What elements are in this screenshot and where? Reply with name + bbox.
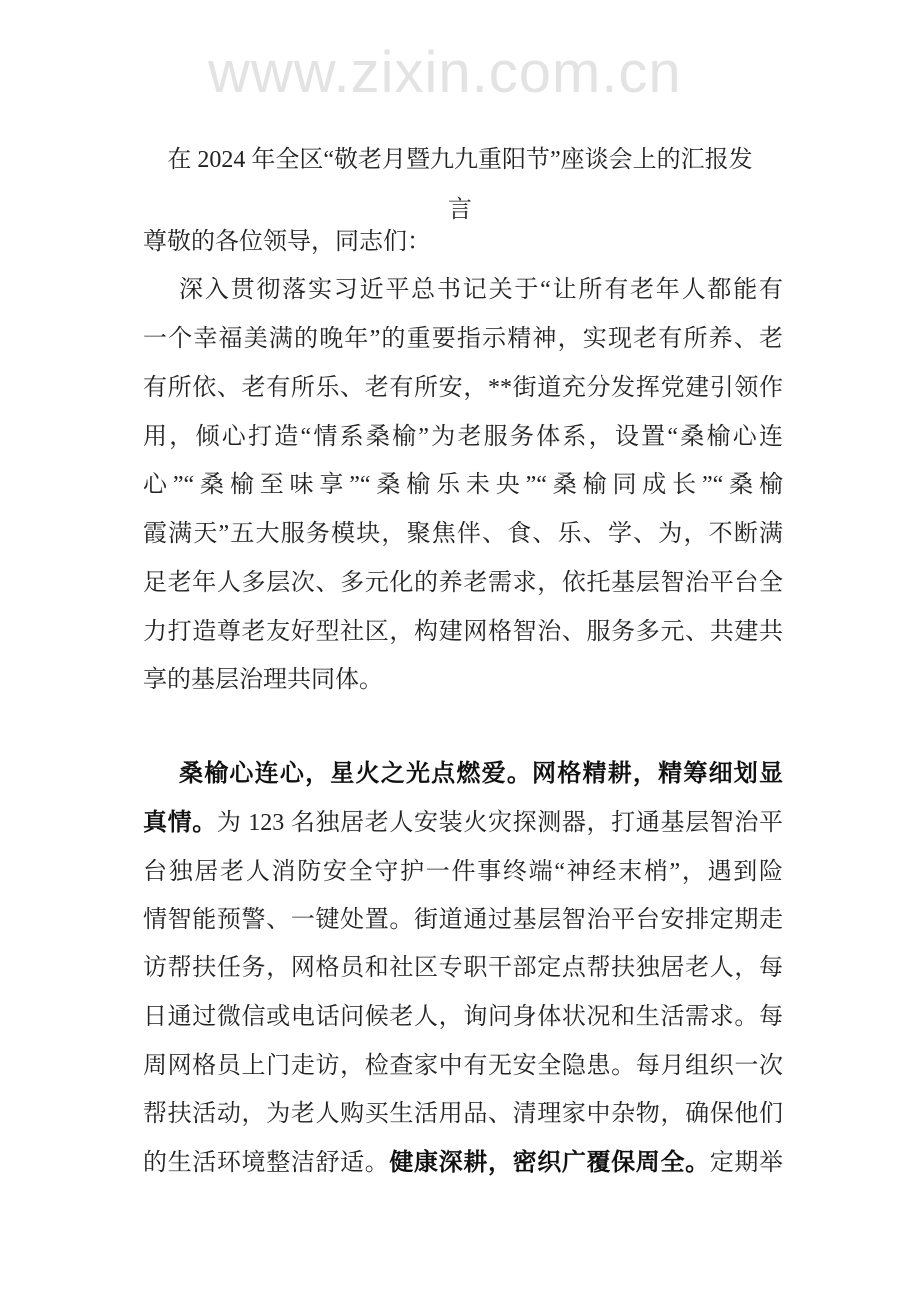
document-title-line2: 言 [448,197,472,223]
text-line: 心”“桑榆至味享”“桑榆乐未央”“桑榆同成长”“桑榆 [143,472,783,498]
text-line [143,1148,783,1178]
section-heading: 健康深耕，密织广覆保周全。 [389,1150,710,1176]
text-line: 台独居老人消防安全守护一件事终端“神经末梢”，遇到险 [143,859,783,885]
text-line: 用，倾心打造“情系桑榆”为老服务体系，设置“桑榆心连 [143,424,783,450]
watermark: www.zixin.com.cn [208,40,682,105]
text-line: 深入贯彻落实习近平总书记关于“让所有老年人都能有 [179,277,783,303]
text-line: 有所依、老有所乐、老有所安，**街道充分发挥党建引领作 [143,375,783,401]
greeting: 尊敬的各位领导，同志们： [143,229,431,255]
body-text: 为 123 名独居老人安装火灾探测器，打通基层智治平 [216,810,784,836]
text-line: 周网格员上门走访，检查家中有无安全隐患。每月组织一次 [143,1053,783,1079]
body-text: 定期举 [709,1150,784,1176]
text-line: 帮扶活动，为老人购买生活用品、清理家中杂物，确保他们 [143,1101,783,1127]
text-line: 情智能预警、一键处置。街道通过基层智治平台安排定期走 [143,907,783,933]
text-line: 力打造尊老友好型社区，构建网格智治、服务多元、共建共 [143,619,783,645]
text-line: 享的基层治理共同体。 [143,667,383,693]
text-line: 日通过微信或电话问候老人，询问身体状况和生活需求。每 [143,1004,783,1030]
section-heading: 真情。 [143,810,217,836]
text-line [143,808,783,838]
text-line [143,759,783,789]
text-line: 足老年人多层次、多元化的养老需求，依托基层智治平台全 [143,570,783,596]
text-line: 霞满天”五大服务模块，聚焦伴、食、乐、学、为，不断满 [143,521,783,547]
document-title-line1: 在 2024 年全区“敬老月暨九九重阳节”座谈会上的汇报发 [167,147,753,173]
text-line: 访帮扶任务，网格员和社区专职干部定点帮扶独居老人，每 [143,955,783,981]
body-text: 的生活环境整洁舒适。 [143,1150,390,1176]
section-heading: 桑榆心连心，星火之光点燃爱。网格精耕，精筹细划显 [179,761,783,787]
text-line: 一个幸福美满的晚年”的重要指示精神，实现老有所养、老 [143,326,783,352]
